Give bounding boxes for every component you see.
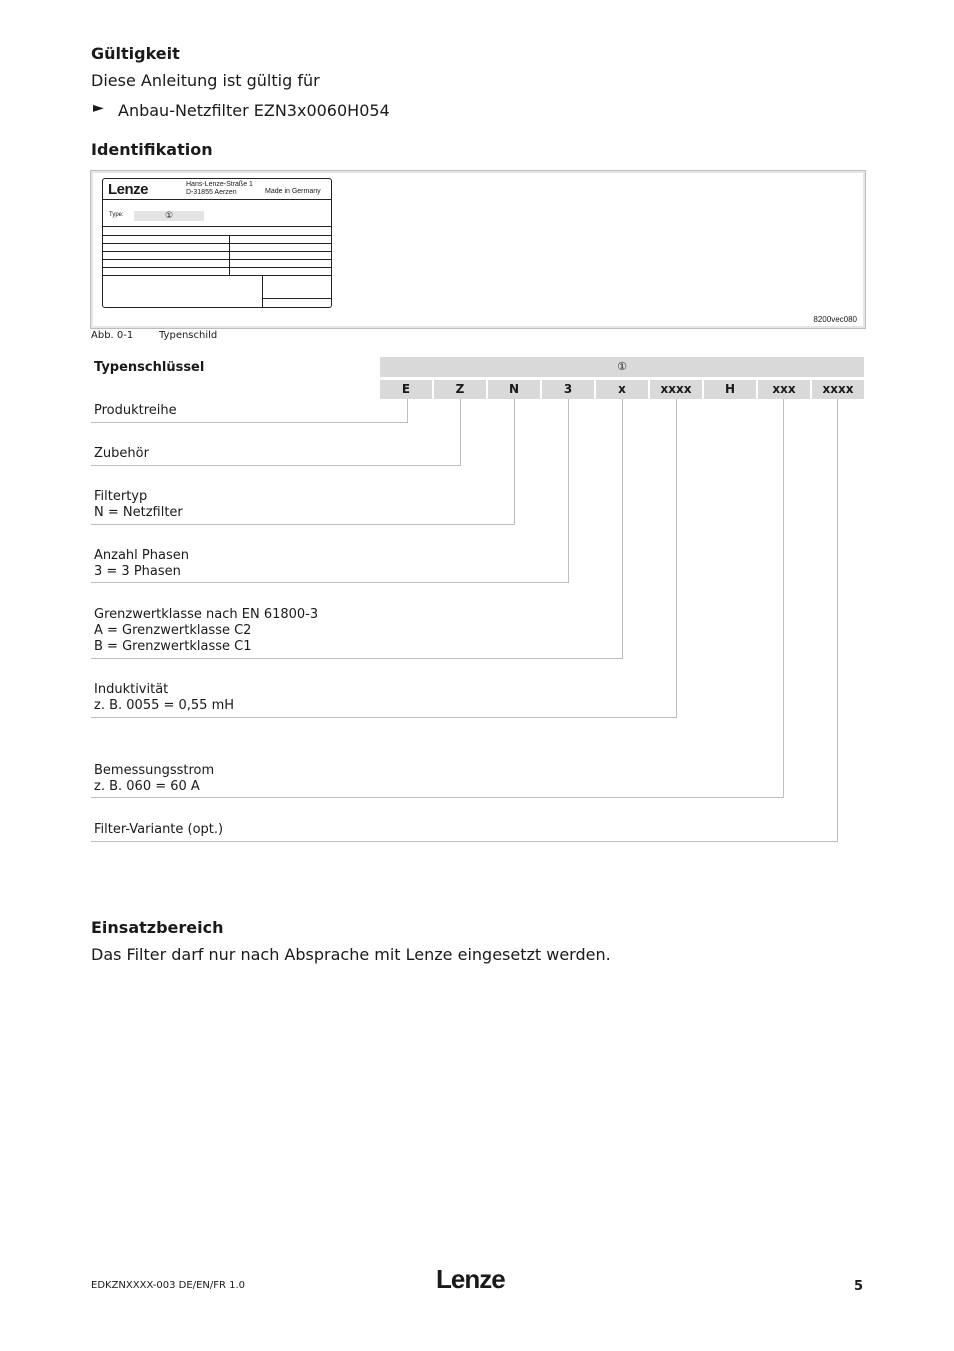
plate-divider (103, 199, 331, 200)
type-key-entry (94, 822, 223, 838)
leader-line (568, 399, 569, 582)
entry-line: Anzahl Phasen (94, 548, 189, 563)
leader-line (407, 399, 408, 422)
bullet-arrow-icon: ► (93, 100, 104, 116)
entry-line: z. B. 060 = 60 A (94, 779, 200, 794)
type-key-entry (94, 682, 234, 714)
code-cell: xxx (758, 380, 810, 399)
type-key-header (380, 357, 864, 377)
application-text: Das Filter darf nur nach Absprache mit Lenze eingesetzt werden. (91, 945, 611, 964)
type-key-entry (94, 446, 149, 462)
code-cell: N (488, 380, 540, 399)
plate-divider (103, 226, 331, 227)
entry-line: z. B. 0055 = 0,55 mH (94, 698, 235, 713)
entry-line: Grenzwertklasse nach EN 61800-3 (94, 607, 319, 622)
plate-column-divider (262, 275, 263, 307)
address-line-2: D-31855 Aerzen (186, 189, 237, 196)
entry-line: 3 = 3 Phasen (94, 564, 181, 579)
validity-item: Anbau-Netzfilter EZN3x0060H054 (118, 101, 390, 120)
leader-underline (91, 465, 461, 466)
page-number: 5 (854, 1279, 864, 1294)
leader-line (622, 399, 623, 658)
entry-line: Produktreihe (94, 403, 177, 418)
code-cell: Z (434, 380, 486, 399)
code-cell: xxxx (812, 380, 864, 399)
entry-line: B = Grenzwertklasse C1 (94, 639, 252, 654)
plate-divider (103, 243, 331, 244)
code-cell: xxxx (650, 380, 702, 399)
identification-heading: Identifikation (91, 140, 213, 159)
type-marker: ① (164, 211, 174, 221)
code-cell: H (704, 380, 756, 399)
leader-line (460, 399, 461, 465)
leader-underline (91, 841, 838, 842)
plate-column-divider (229, 235, 230, 275)
type-key-entry (94, 763, 214, 795)
entry-line: Filter-Variante (opt.) (94, 822, 224, 837)
type-key-marker: ① (617, 360, 627, 373)
plate-divider (262, 298, 331, 299)
leader-line (783, 399, 784, 797)
plate-divider (103, 275, 331, 276)
plate-divider (103, 251, 331, 252)
entry-line: Induktivität (94, 682, 169, 697)
nameplate-figure (90, 170, 866, 329)
leader-line (676, 399, 677, 717)
leader-underline (91, 717, 677, 718)
entry-line: Filtertyp (94, 489, 148, 504)
nameplate-logo: Lenze (108, 181, 149, 198)
footer-doc-id: EDKZNXXXX-003 DE/EN/FR 1.0 (91, 1280, 246, 1291)
type-key-entry (94, 489, 183, 521)
entry-line: Bemessungsstrom (94, 763, 215, 778)
application-heading: Einsatzbereich (91, 918, 224, 937)
leader-underline (91, 422, 408, 423)
type-field (134, 211, 204, 221)
type-key-entry (94, 403, 177, 419)
plate-divider (103, 267, 331, 268)
entry-line: Zubehör (94, 446, 149, 461)
address-line-1: Hans-Lenze-Straße 1 (186, 181, 253, 188)
entry-line: N = Netzfilter (94, 505, 183, 520)
nameplate (102, 178, 332, 308)
type-key-entry (94, 607, 318, 655)
code-cell: 3 (542, 380, 594, 399)
leader-underline (91, 582, 569, 583)
caption-number: Abb. 0-1 (91, 330, 134, 341)
plate-divider (103, 259, 331, 260)
leader-underline (91, 524, 515, 525)
figure-code: 8200vec080 (813, 315, 857, 324)
type-key-title: Typenschlüssel (94, 360, 205, 375)
validity-heading: Gültigkeit (91, 44, 180, 63)
validity-intro: Diese Anleitung ist gültig für (91, 71, 320, 90)
leader-underline (91, 658, 623, 659)
leader-underline (91, 797, 784, 798)
entry-line: A = Grenzwertklasse C2 (94, 623, 252, 638)
plate-divider (103, 235, 331, 236)
footer-logo: Lenze (436, 1264, 505, 1294)
type-label: Type: (109, 212, 124, 218)
leader-line (837, 399, 838, 841)
made-in-label: Made in Germany (265, 188, 321, 195)
type-key-entry (94, 548, 189, 580)
code-cell: E (380, 380, 432, 399)
nameplate-address (186, 181, 253, 197)
code-cell: x (596, 380, 648, 399)
caption-text: Typenschild (159, 330, 218, 341)
leader-line (514, 399, 515, 524)
